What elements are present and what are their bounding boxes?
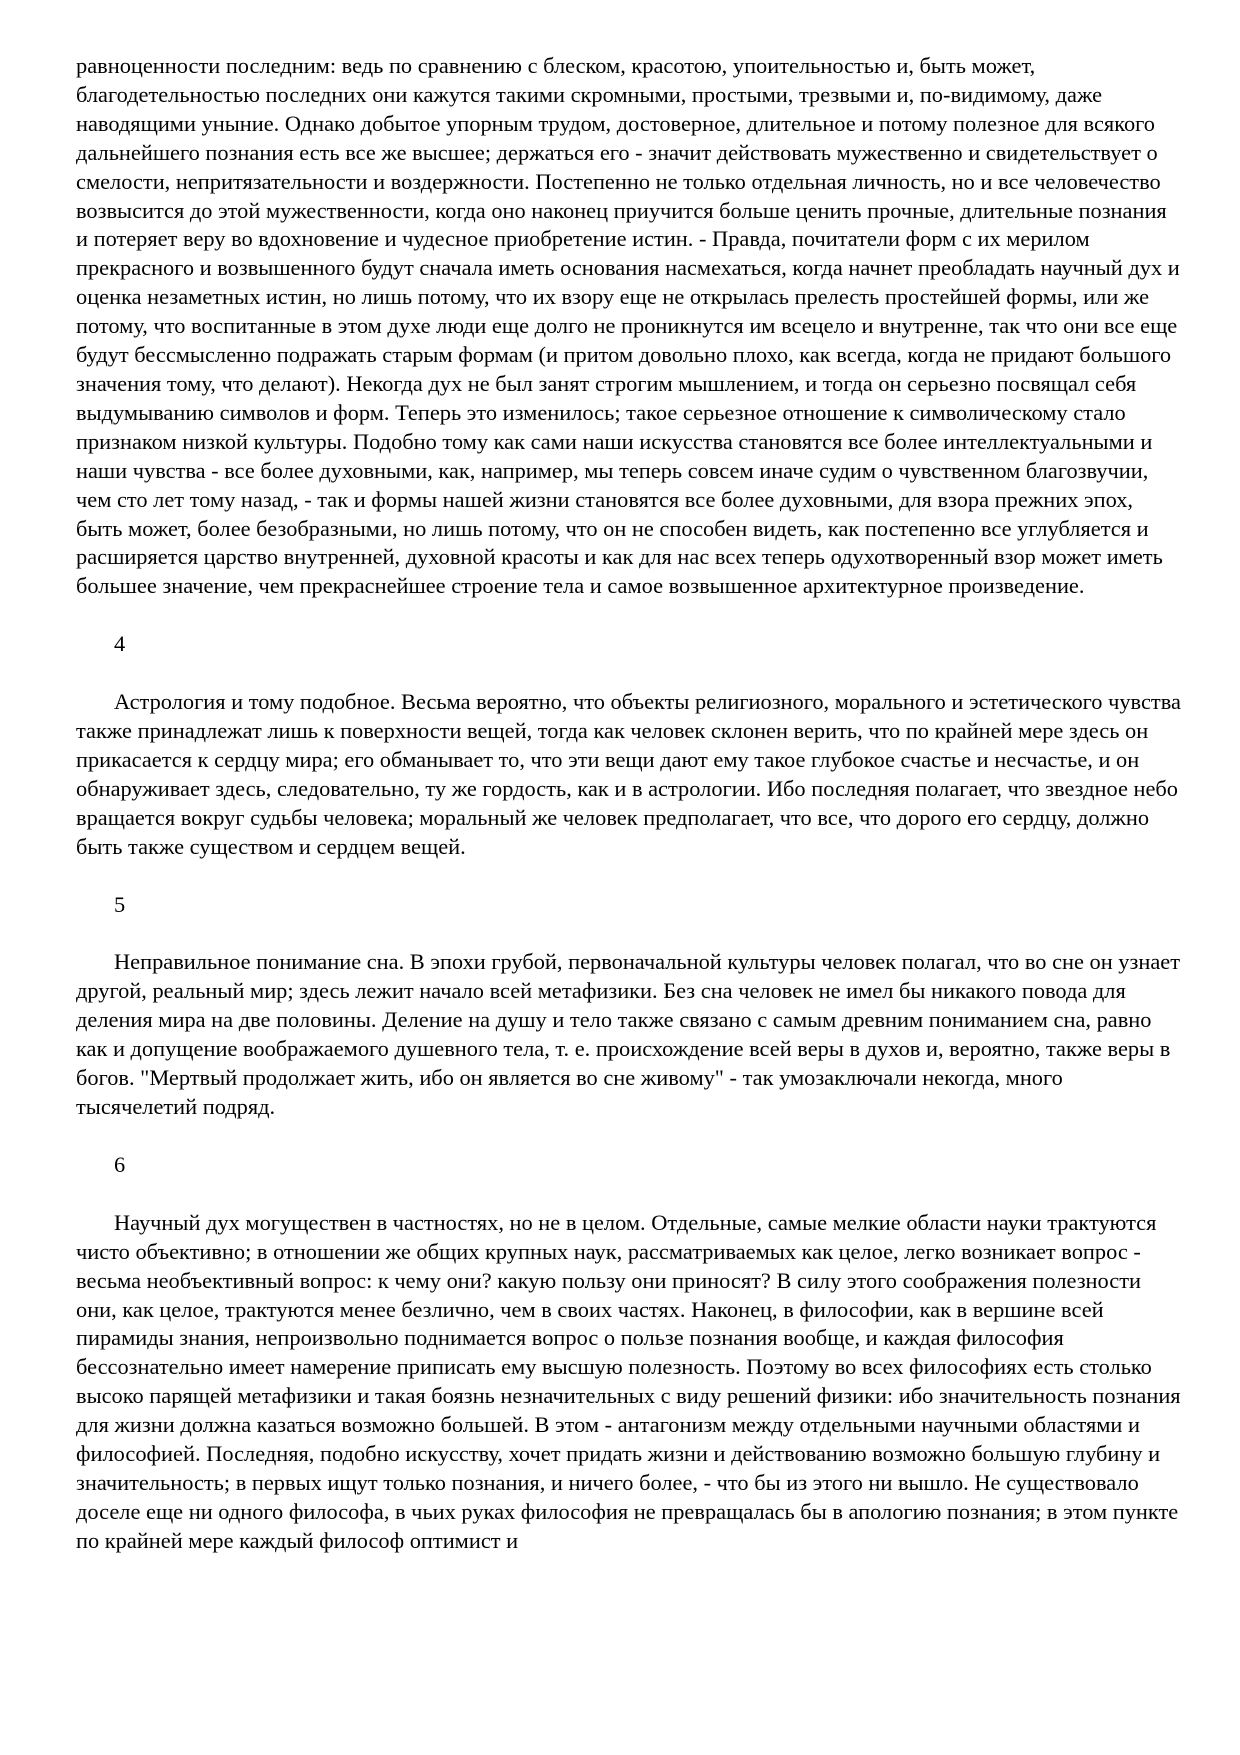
section-6-paragraph: Научный дух могуществен в частностях, но не в целом. Отдельные, самые мелкие области науки трактуются чисто объективно; в отношении же общих крупных наук, рассматриваемых как целое, легко возникает вопрос - весьма необъективный вопрос: к чему они? какую пользу они приносят? В силу этого соображения полезности они, как целое, трактуются менее безлично, чем в своих частях. Наконец, в философии, как в вершине всей пирамиды знания, непроизвольно поднимается вопрос о пользе познания вообще, и каждая философия бессознательно имеет намерение приписать ему высшую полезность. Поэтому во всех философиях есть столько высоко парящей метафизики и такая боязнь незначительных с виду решений физики: ибо значительность познания для жизни должна казаться возможно большей. В этом - антагонизм между отдельными научными областями и философией. Последняя, подобно искусству, хочет придать жизни и действованию возможно большую глубину и значительность; в первых ищут только познания, и ничего более, - что бы из этого ни вышло. Не существовало доселе еще ни одного философа, в чьих руках философия не превращалась бы в апологию познания; в этом пункте по крайней мере каждый философ оптимист и (76, 1209, 1181, 1553)
section-number-5: 5 (114, 891, 126, 917)
spacer (76, 1122, 1184, 1151)
spacer (76, 659, 1184, 688)
section-5-paragraph: Неправильное понимание сна. В эпохи грубой, первоначальной культуры человек полагал, что во сне он узнает другой, реальный мир; здесь лежит начало всей метафизики. Без сна человек не имел бы никакого повода для деления мира на две половины. Деление на душу и тело также связано с самым древним пониманием сна, равно как и допущение воображаемого душевного тела, т. е. происхождение всей веры в духов и, вероятно, также веры в богов. "Мертвый продолжает жить, ибо он является во сне живому" - так умозаключали некогда, много тысячелетий подряд. (76, 949, 1180, 1119)
section-number-4: 4 (114, 631, 126, 657)
spacer (76, 1180, 1184, 1209)
spacer (76, 601, 1184, 630)
section-number-6: 6 (114, 1151, 126, 1177)
section-4-paragraph: Астрология и тому подобное. Весьма вероятно, что объекты религиозного, морального и эстетического чувства также принадлежат лишь к поверхности вещей, тогда как человек склонен верить, что по крайней мере здесь он прикасается к сердцу мира; его обманывает то, что эти вещи дают ему такое глубокое счастье и несчастье, и он обнаруживает здесь, следовательно, ту же гордость, как и в астрологии. Ибо последняя полагает, что звездное небо вращается вокруг судьбы человека; моральный же человек предполагает, что все, что дорого его сердцу, должно быть также существом и сердцем вещей. (76, 689, 1181, 859)
spacer (76, 919, 1184, 948)
paragraph-continued: равноценности последним: ведь по сравнению с блеском, красотою, упоительностью и, быть может, благодетельностью последних они кажутся такими скромными, простыми, трезвыми и, по-видимому, даже наводящими уныние. Однако добытое упорным трудом, достоверное, длительное и потому полезное для всякого дальнейшего познания есть все же высшее; держаться его - значит действовать мужественно и свидетельствует о смелости, непритязательности и воздержности. Постепенно не только отдельная личность, но и все человечество возвысится до этой мужественности, когда оно наконец приучится больше ценить прочные, длительные познания и потеряет веру во вдохновение и чудесное приобретение истин. - Правда, почитатели форм с их мерилом прекрасного и возвышенного будут сначала иметь основания насмехаться, когда начнет преобладать научный дух и оценка незаметных истин, но лишь потому, что их взору еще не открылась прелесть простейшей формы, или же потому, что воспитанные в этом духе люди еще долго не проникнутся им всецело и внутренне, так что они все еще будут бессмысленно подражать старым формам (и притом довольно плохо, как всегда, когда не придают большого значения тому, что делают). Некогда дух не был занят строгим мышлением, и тогда он серьезно посвящал себя выдумыванию символов и форм. Теперь это изменилось; такое серьезное отношение к символическому стало признаком низкой культуры. Подобно тому как сами наши искусства становятся все более интеллектуальными и наши чувства - все более духовными, как, например, мы теперь совсем иначе судим о чувственном благозвучии, чем сто лет тому назад, - так и формы нашей жизни становятся все более духовными, для взора прежних эпох, быть может, более безобразными, но лишь потому, что он не способен видеть, как постепенно все углубляется и расширяется царство внутренней, духовной красоты и как для нас всех теперь одухотворенный взор может иметь большее значение, чем прекраснейшее строение тела и самое возвышенное архитектурное произведение. (76, 53, 1180, 599)
spacer (76, 862, 1184, 891)
document-page (76, 52, 1184, 1556)
